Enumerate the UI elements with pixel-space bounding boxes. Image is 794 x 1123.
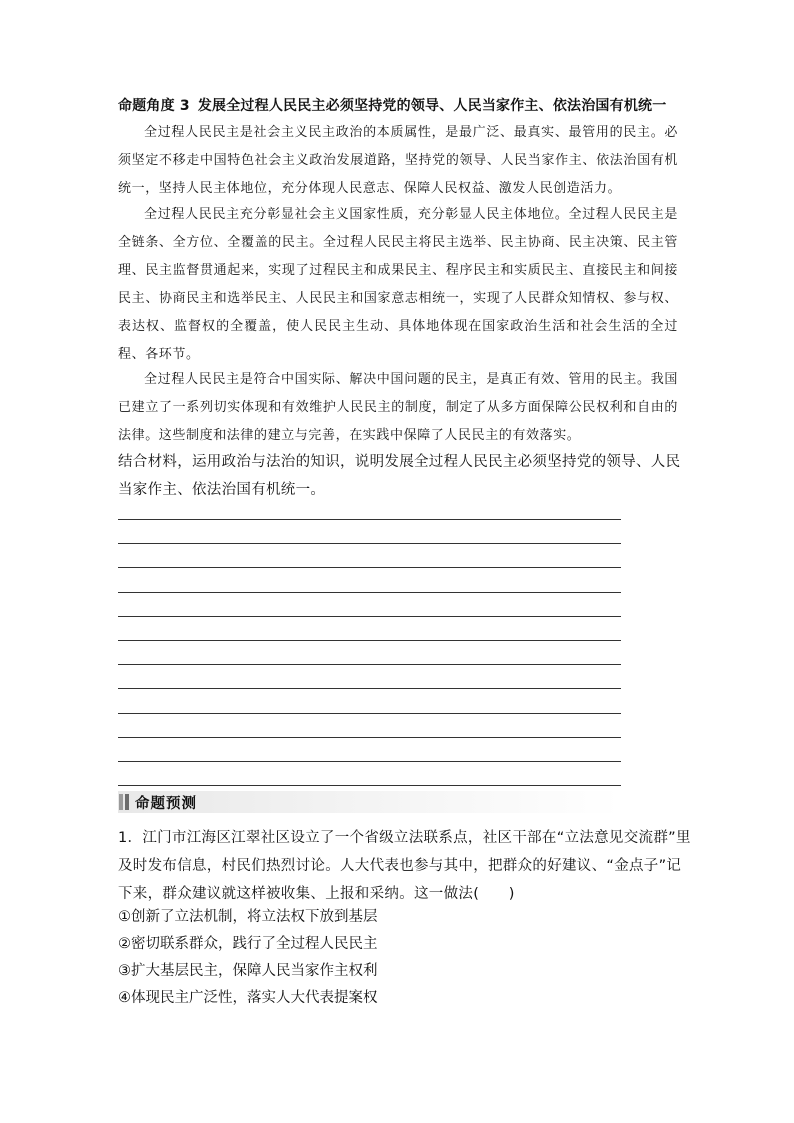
answer-line[interactable] bbox=[118, 641, 621, 665]
answer-area[interactable] bbox=[118, 519, 621, 786]
answer-line[interactable] bbox=[118, 544, 621, 568]
material-paragraph: 全过程人民民主是社会主义民主政治的本质属性，是最广泛、最真实、最管用的民主。必须坚定不移走中国特色社会主义政治发展道路，坚持党的领导、人民当家作主、依法治国有机统一，坚持人民主体地位，充分体现人民意志、保障人民权益、激发人民创造活力。 bbox=[118, 125, 678, 196]
section-header bbox=[118, 791, 621, 813]
topic-title: 发展全过程人民民主必须坚持党的领导、人民当家作主、依法治国有机统一 bbox=[197, 98, 667, 114]
option-list bbox=[118, 904, 378, 1012]
problem-stem bbox=[118, 824, 693, 908]
answer-line[interactable] bbox=[118, 617, 621, 641]
answer-line[interactable] bbox=[118, 714, 621, 738]
material-block bbox=[118, 366, 678, 450]
section-title: 命题预测 bbox=[135, 795, 197, 812]
answer-line[interactable] bbox=[118, 665, 621, 689]
answer-line[interactable] bbox=[118, 738, 621, 762]
material-block bbox=[118, 201, 678, 369]
problem-text: 1．江门市江海区江翠社区设立了一个省级立法联系点，社区干部在“立法意见交流群”里及时发布信息，村民们热烈讨论。人大代表也参与其中，把群众的好建议、“金点子”记下来，群众建议就这样被收集、上报和采纳。这一做法( ) bbox=[118, 830, 691, 902]
option-item[interactable]: ②密切联系群众，践行了全过程人民民主 bbox=[118, 936, 378, 952]
question-prompt: 结合材料，运用政治与法治的知识，说明发展全过程人民民主必须坚持党的领导、人民当家作主、依法治国有机统一。 bbox=[118, 454, 681, 498]
material-paragraph: 全过程人民民主是符合中国实际、解决中国问题的民主，是真正有效、管用的民主。我国已建立了一系列切实体现和有效维护人民民主的制度，制定了从多方面保障公民权利和自由的法律。这些制度和法律的建立与完善，在实践中保障了人民民主的有效落实。 bbox=[118, 372, 678, 443]
option-item[interactable]: ④体现民主广泛性，落实人大代表提案权 bbox=[118, 990, 378, 1006]
option-item[interactable]: ③扩大基层民主，保障人民当家作主权利 bbox=[118, 963, 378, 979]
answer-line[interactable] bbox=[118, 568, 621, 592]
material-paragraph: 全过程人民民主充分彰显社会主义国家性质，充分彰显人民主体地位。全过程人民民主是全链条、全方位、全覆盖的民主。全过程人民民主将民主选举、民主协商、民主决策、民主管理、民主监督贯通起来，实现了过程民主和成果民主、程序民主和实质民主、直接民主和间接民主、协商民主和选举民主、人民民主和国家意志相统一，实现了人民群众知情权、参与权、表达权、监督权的全覆盖，使人民民主生动、具体地体现在国家政治生活和社会生活的全过程、各环节。 bbox=[118, 207, 678, 362]
material-block bbox=[118, 119, 678, 203]
section-marker-icon bbox=[119, 794, 129, 810]
answer-line[interactable] bbox=[118, 762, 621, 786]
answer-line[interactable] bbox=[118, 689, 621, 713]
option-item[interactable]: ①创新了立法机制，将立法权下放到基层 bbox=[118, 909, 378, 925]
answer-line[interactable] bbox=[118, 520, 621, 544]
topic-tag: 命题角度 3 bbox=[118, 98, 190, 114]
topic-heading bbox=[118, 96, 666, 116]
answer-line[interactable] bbox=[118, 593, 621, 617]
